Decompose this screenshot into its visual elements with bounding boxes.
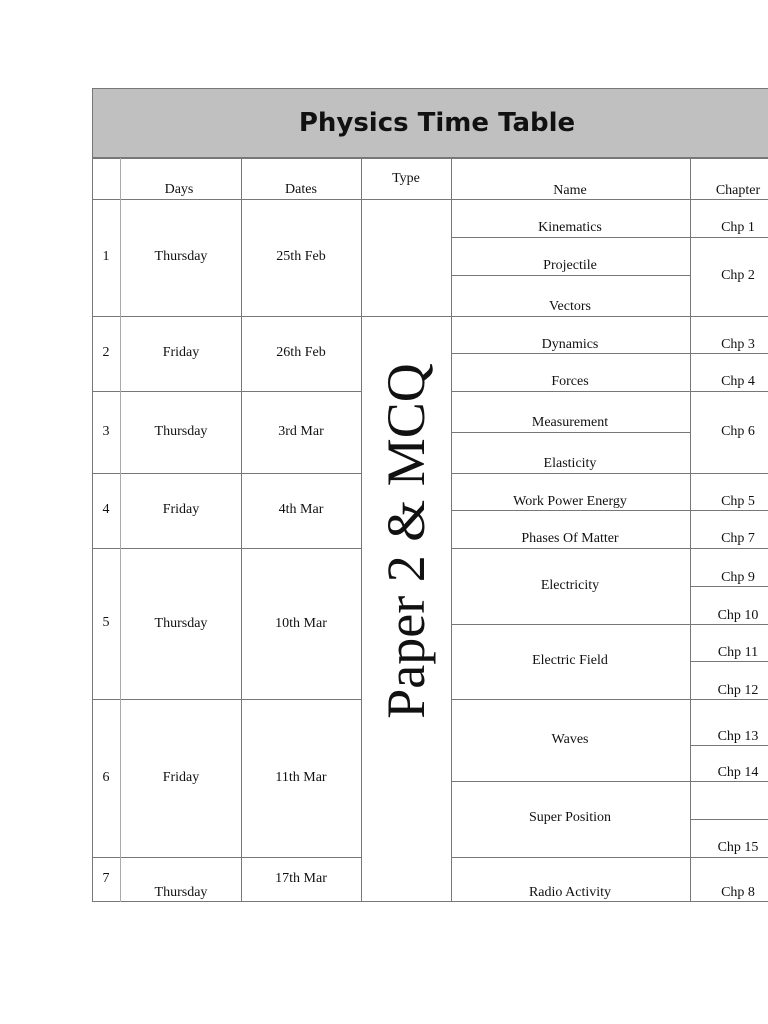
row-number: 5 [102,615,110,630]
timetable-sheet [92,88,768,902]
topic-name: Vectors [549,299,591,314]
date-cell: 25th Feb [276,249,326,264]
chapter-cell: Chp 3 [721,337,755,352]
header-days: Days [164,182,194,197]
chapter-cell: Chp 8 [721,885,755,900]
topic-name: Radio Activity [528,885,612,900]
topic-name: Forces [551,374,589,389]
chapter-cell: Chp 7 [721,531,755,546]
day-cell: Thursday [154,424,208,439]
topic-name: Phases Of Matter [521,531,619,546]
header-chapter: Chapter [715,183,761,198]
chapter-cell: Chp 1 [721,220,755,235]
chapter-cell: Chp 9 [721,570,755,585]
header-type: Type [392,171,420,186]
topic-name: Electric Field [532,653,608,668]
day-cell: Thursday [154,249,208,264]
row-number: 6 [102,770,110,785]
chapter-cell: Chp 12 [717,683,759,698]
chapter-cell: Chp 6 [721,424,755,439]
day-cell: Thursday [154,885,208,900]
topic-name: Dynamics [541,337,599,352]
chapter-cell: Chp 13 [717,729,759,744]
row-number: 7 [102,871,110,886]
date-cell: 4th Mar [278,502,324,517]
chapter-cell: Chp 11 [717,645,759,660]
topic-name: Work Power Energy [513,494,627,509]
chapter-cell: Chp 14 [717,765,759,780]
date-cell: 11th Mar [275,770,327,785]
day-cell: Thursday [154,616,208,631]
topic-name: Measurement [531,415,609,430]
topic-name: Electricity [540,578,600,593]
row-number: 2 [102,345,110,360]
date-cell: 3rd Mar [278,424,324,439]
date-cell: 10th Mar [275,616,327,631]
type-label-vertical: Paper 2 & MCQ [376,363,436,719]
day-cell: Friday [162,345,200,360]
topic-name: Projectile [543,258,597,273]
date-cell: 17th Mar [275,871,327,886]
date-cell: 26th Feb [276,345,326,360]
chapter-cell: Chp 4 [721,374,755,389]
topic-name: Waves [551,732,589,747]
header-name: Name [553,183,587,198]
topic-name: Super Position [528,810,612,825]
chapter-cell: Chp 2 [721,268,755,283]
header-dates: Dates [285,182,317,197]
chapter-cell: Chp 15 [717,840,759,855]
chapter-cell: Chp 10 [717,608,759,623]
topic-name: Kinematics [538,220,602,235]
topic-name: Elasticity [543,456,597,471]
row-number: 3 [102,424,110,439]
day-cell: Friday [162,770,200,785]
table-title: Physics Time Table [92,88,768,158]
day-cell: Friday [162,502,200,517]
row-number: 4 [102,502,110,517]
row-number: 1 [102,249,110,264]
chapter-cell: Chp 5 [721,494,755,509]
